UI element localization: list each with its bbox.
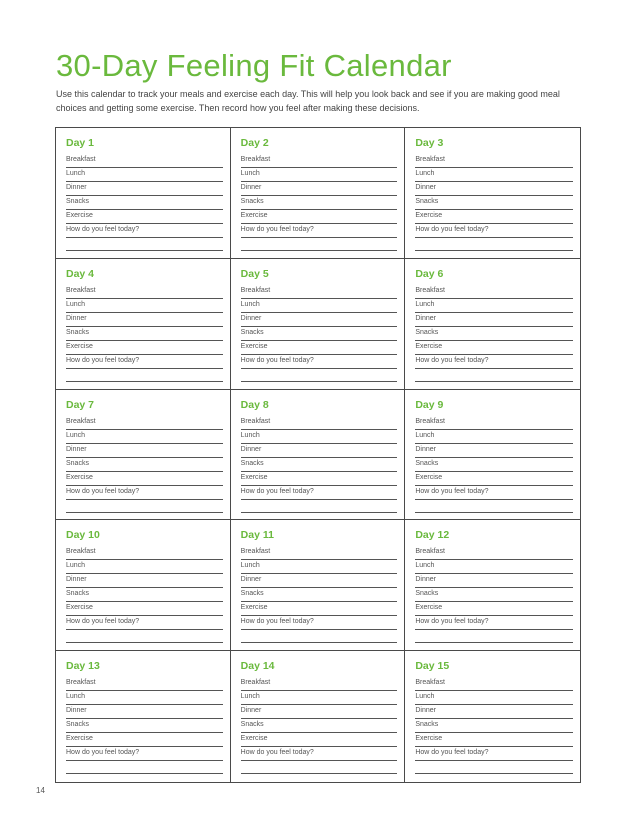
entry-line[interactable]: How do you feel today? [241, 224, 398, 238]
entry-line[interactable]: Exercise [66, 472, 223, 486]
day-cell [56, 390, 231, 521]
entry-line[interactable]: Exercise [66, 210, 223, 224]
day-cell [231, 390, 406, 521]
day-label: Day 10 [66, 529, 100, 542]
feeling-answer-line[interactable] [66, 761, 223, 774]
entry-line[interactable]: How do you feel today? [241, 355, 398, 369]
entry-line[interactable]: Exercise [415, 733, 573, 747]
entry-line[interactable]: Lunch [415, 560, 573, 574]
entry-line[interactable]: Breakfast [415, 154, 573, 168]
entry-line[interactable]: Breakfast [66, 285, 223, 299]
feeling-answer-line[interactable] [241, 761, 398, 774]
day-label: Day 7 [66, 398, 95, 411]
entry-line[interactable]: Dinner [241, 574, 398, 588]
day-cell [405, 520, 580, 651]
entry-line[interactable]: Dinner [415, 705, 573, 719]
entry-line[interactable]: Breakfast [415, 416, 573, 430]
entry-line[interactable]: Dinner [415, 574, 573, 588]
entry-line[interactable]: Exercise [241, 341, 398, 355]
day-label: Day 11 [240, 529, 274, 542]
day-label: Day 9 [415, 398, 444, 411]
entry-line[interactable]: Snacks [241, 458, 398, 472]
entry-line[interactable]: Dinner [415, 444, 573, 458]
entry-line[interactable]: Lunch [66, 691, 223, 705]
entry-line[interactable]: Dinner [66, 574, 223, 588]
feeling-answer-line[interactable] [415, 369, 573, 382]
entry-line[interactable]: Lunch [241, 691, 398, 705]
entry-line[interactable]: Breakfast [241, 154, 398, 168]
day-cell [405, 128, 580, 259]
entry-line[interactable]: How do you feel today? [241, 747, 398, 761]
entry-line[interactable]: Breakfast [66, 677, 223, 691]
entry-line[interactable]: Lunch [66, 299, 223, 313]
entry-line[interactable]: Exercise [241, 472, 398, 486]
day-cell [56, 128, 231, 259]
day-cell [405, 259, 580, 390]
entry-line[interactable]: Breakfast [241, 416, 398, 430]
feeling-answer-line[interactable] [66, 500, 223, 513]
feeling-answer-line[interactable] [241, 238, 398, 251]
entry-line[interactable]: Snacks [415, 719, 573, 733]
intro-text: Use this calendar to track your meals and exercise each day. This will help you look back and see if you are making good meal choices and getting some exercise. Then record how you feel after making these decisions. [56, 89, 560, 113]
feeling-answer-line[interactable] [241, 500, 398, 513]
entry-line[interactable]: Breakfast [241, 285, 398, 299]
day-label: Day 3 [415, 137, 444, 149]
entry-line[interactable]: Dinner [66, 313, 223, 327]
entry-line[interactable]: Breakfast [66, 154, 223, 168]
page-title: 30-Day Feeling Fit Calendar [56, 48, 452, 83]
entry-line[interactable]: Snacks [241, 196, 398, 210]
day-label: Day 15 [415, 660, 450, 673]
entry-line[interactable]: Snacks [241, 327, 398, 341]
entry-line[interactable]: Breakfast [66, 416, 223, 430]
entry-line[interactable]: Lunch [241, 430, 398, 444]
entry-line[interactable]: Dinner [241, 705, 398, 719]
entry-line[interactable]: Dinner [241, 313, 398, 327]
entry-line[interactable]: Exercise [241, 602, 398, 616]
entry-line[interactable]: Exercise [415, 210, 573, 224]
entry-line[interactable]: Snacks [66, 719, 223, 733]
entry-line[interactable]: Snacks [66, 588, 223, 602]
entry-line[interactable]: Exercise [241, 733, 398, 747]
entry-line[interactable]: Lunch [415, 691, 573, 705]
entry-line[interactable]: How do you feel today? [66, 224, 223, 238]
entry-line[interactable]: Exercise [66, 602, 223, 616]
day-label: Day 14 [240, 660, 275, 673]
entry-line[interactable]: How do you feel today? [415, 616, 573, 630]
entry-line[interactable]: Snacks [241, 719, 398, 733]
day-cell [231, 651, 406, 782]
feeling-answer-line[interactable] [415, 761, 573, 774]
entry-line[interactable]: Lunch [66, 430, 223, 444]
entry-line[interactable]: Lunch [241, 560, 398, 574]
feeling-answer-line[interactable] [66, 238, 223, 251]
entry-line[interactable]: Breakfast [415, 677, 573, 691]
entry-line[interactable]: Lunch [415, 299, 573, 313]
entry-line[interactable]: Dinner [241, 444, 398, 458]
entry-line[interactable]: Lunch [241, 299, 398, 313]
entry-line[interactable]: How do you feel today? [66, 616, 223, 630]
day-cell [56, 520, 231, 651]
entry-line[interactable]: Lunch [415, 168, 573, 182]
entry-line[interactable]: Snacks [241, 588, 398, 602]
entry-line[interactable]: Snacks [66, 196, 223, 210]
entry-line[interactable]: Lunch [415, 430, 573, 444]
day-cell [405, 390, 580, 521]
entry-line[interactable]: Breakfast [415, 285, 573, 299]
day-cell [231, 259, 406, 390]
day-cell [56, 651, 231, 782]
entry-line[interactable]: How do you feel today? [241, 616, 398, 630]
day-cell [231, 128, 406, 259]
entry-line[interactable]: Dinner [241, 182, 398, 196]
entry-line[interactable]: Snacks [66, 458, 223, 472]
calendar-grid [55, 127, 581, 783]
entry-line[interactable]: Snacks [415, 588, 573, 602]
entry-line[interactable]: Breakfast [66, 546, 223, 560]
day-label: Day 4 [66, 267, 95, 280]
entry-line[interactable]: Snacks [415, 196, 573, 210]
entry-line[interactable]: Lunch [66, 168, 223, 182]
day-label: Day 13 [66, 660, 100, 673]
entry-line[interactable]: Snacks [415, 327, 573, 341]
entry-line[interactable]: Dinner [66, 705, 223, 719]
entry-line[interactable]: How do you feel today? [415, 486, 573, 500]
feeling-answer-line[interactable] [241, 369, 398, 382]
entry-line[interactable]: How do you feel today? [415, 747, 573, 761]
day-label: Day 8 [240, 398, 269, 411]
feeling-answer-line[interactable] [66, 369, 223, 382]
entry-line[interactable]: Dinner [66, 182, 223, 196]
entry-line[interactable]: Breakfast [415, 546, 573, 560]
page-number: 14 [36, 786, 45, 795]
entry-line[interactable]: How do you feel today? [415, 355, 573, 369]
entry-line[interactable]: Snacks [66, 327, 223, 341]
entry-line[interactable]: Exercise [66, 341, 223, 355]
day-label: Day 1 [66, 137, 95, 149]
entry-line[interactable]: Exercise [415, 341, 573, 355]
entry-line[interactable]: Breakfast [241, 677, 398, 691]
entry-line[interactable]: Dinner [66, 444, 223, 458]
entry-line[interactable]: How do you feel today? [66, 355, 223, 369]
feeling-answer-line[interactable] [241, 630, 398, 643]
entry-line[interactable]: Dinner [415, 182, 573, 196]
feeling-answer-line[interactable] [415, 500, 573, 513]
day-label: Day 6 [415, 267, 444, 280]
entry-line[interactable]: Snacks [415, 458, 573, 472]
entry-line[interactable]: Lunch [66, 560, 223, 574]
day-label: Day 5 [240, 267, 269, 280]
day-cell [56, 259, 231, 390]
day-cell [405, 651, 580, 782]
entry-line[interactable]: Dinner [415, 313, 573, 327]
entry-line[interactable]: How do you feel today? [241, 486, 398, 500]
entry-line[interactable]: Exercise [415, 472, 573, 486]
entry-line[interactable]: How do you feel today? [66, 486, 223, 500]
entry-line[interactable]: Breakfast [241, 546, 398, 560]
day-cell [231, 520, 406, 651]
day-label: Day 12 [415, 529, 450, 542]
entry-line[interactable]: Lunch [241, 168, 398, 182]
entry-line[interactable]: Exercise [415, 602, 573, 616]
entry-line[interactable]: How do you feel today? [66, 747, 223, 761]
feeling-answer-line[interactable] [66, 630, 223, 643]
feeling-answer-line[interactable] [415, 630, 573, 643]
day-label: Day 2 [240, 137, 269, 149]
entry-line[interactable]: Exercise [241, 210, 398, 224]
entry-line[interactable]: How do you feel today? [415, 224, 573, 238]
feeling-answer-line[interactable] [415, 238, 573, 251]
entry-line[interactable]: Exercise [66, 733, 223, 747]
